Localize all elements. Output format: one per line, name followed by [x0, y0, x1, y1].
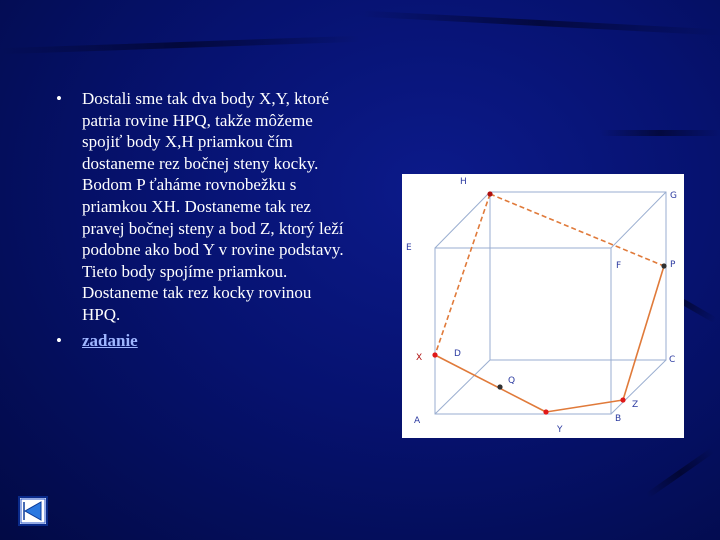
label-d: D: [454, 349, 461, 359]
point-y: [543, 409, 548, 414]
back-button[interactable]: [18, 496, 48, 526]
segment-z-p: [623, 266, 664, 400]
bullet-dot: •: [56, 330, 62, 350]
back-face: [490, 192, 666, 360]
edge-f-g: [611, 192, 666, 248]
cube-diagram: [402, 174, 684, 438]
point-h: [487, 191, 492, 196]
label-c: C: [669, 355, 676, 365]
edge-b-c: [611, 360, 666, 414]
label-q: Q: [508, 376, 516, 386]
point-z: [620, 397, 625, 402]
label-b: B: [615, 414, 622, 424]
decor-streak: [600, 130, 720, 136]
label-h: H: [460, 177, 467, 187]
bullet-dot: •: [56, 89, 62, 108]
segment-h-x: [435, 194, 490, 355]
label-a: A: [414, 416, 421, 426]
cube-edges: [435, 192, 666, 414]
edge-a-d: [435, 360, 490, 414]
point-p: [661, 263, 666, 268]
label-g: G: [670, 191, 677, 201]
back-arrow-icon: [20, 498, 46, 524]
label-p: P: [670, 260, 676, 270]
zadanie-link[interactable]: zadanie: [82, 330, 138, 350]
segment-x-y: [435, 355, 546, 412]
front-face: [435, 248, 611, 414]
point-x: [432, 352, 437, 357]
label-y: Y: [557, 425, 563, 435]
bullet-item: [52, 330, 352, 352]
point-q: [497, 384, 502, 389]
section-polygon: [435, 194, 664, 412]
label-z: Z: [632, 400, 639, 410]
label-x: X: [416, 353, 423, 363]
decor-streak: [646, 448, 715, 499]
bullet-text: Dostali sme tak dva body X,Y, ktoré patria rovine HPQ, takže môžeme spojiť body X,H priamkou čím dostaneme rez bočnej steny kocky. Bodom P ťaháme rovnobežku s priamkou XH. Dostaneme tak rez pravej bočnej steny a bod Z, ktorý leží podobne ako bod Y v rovine podstavy. Tieto body spojíme priamkou. Dostaneme tak rez kocky rovinou HPQ.: [82, 89, 344, 324]
points: [432, 191, 666, 414]
label-e: E: [406, 243, 412, 253]
segment-h-p: [490, 194, 664, 266]
decor-streak: [0, 36, 360, 55]
cube-figure: [402, 174, 684, 438]
decor-streak: [360, 11, 720, 36]
bullet-list: [52, 88, 352, 351]
bullet-item: [52, 88, 352, 326]
label-f: F: [616, 261, 622, 271]
